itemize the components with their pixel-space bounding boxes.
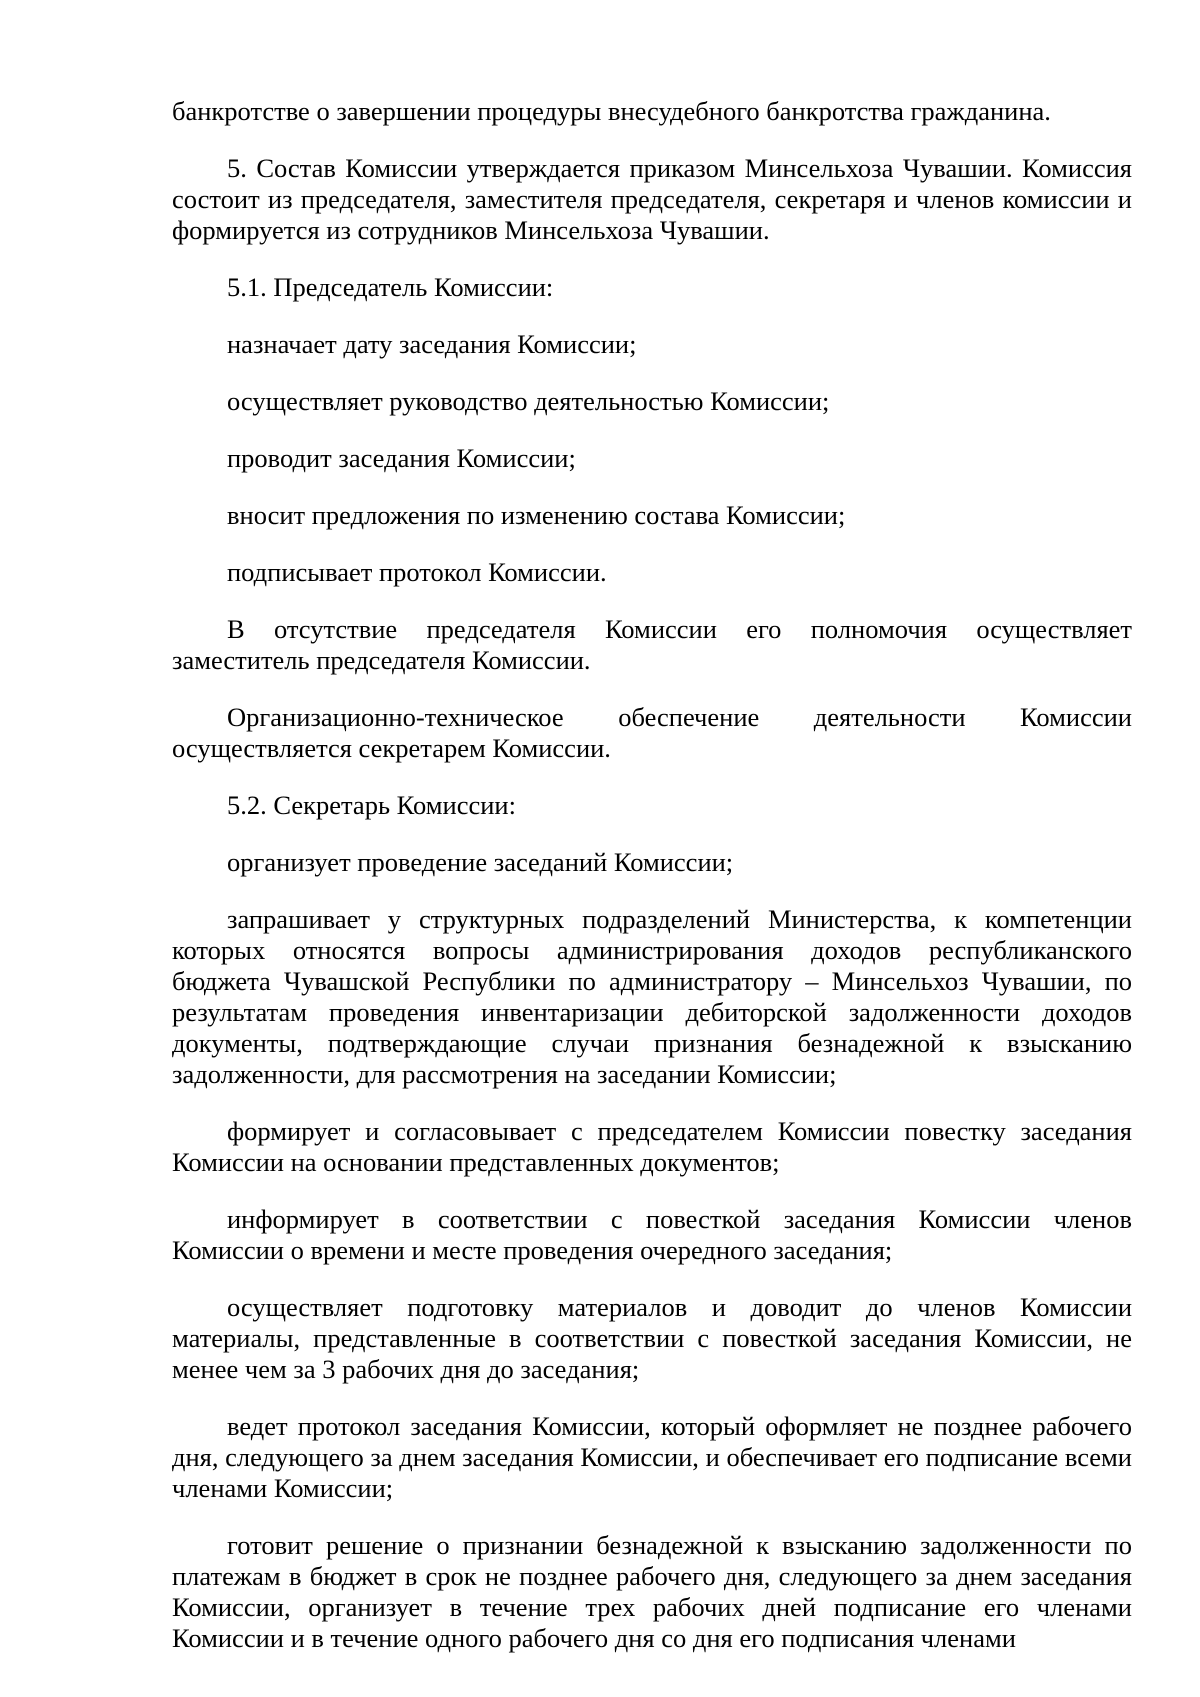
paragraph-deputy-chairman: В отсутствие председателя Комиссии его полномочия осуществляет заместитель председателя Комиссии. bbox=[172, 614, 1132, 675]
list-item-secretary-duty: информирует в соответствии с повесткой заседания Комиссии членов Комиссии о времени и месте проведения очередного заседания; bbox=[172, 1204, 1132, 1265]
list-item-secretary-duty: организует проведение заседаний Комиссии; bbox=[227, 847, 734, 877]
paragraph-organizational-support: Организационно-техническое обеспечение деятельности Комиссии осуществляется секретарем Комиссии. bbox=[172, 702, 1132, 763]
list-item-chairman-duty: проводит заседания Комиссии; bbox=[227, 443, 576, 473]
paragraph-bankruptcy-completion: банкротстве о завершении процедуры внесудебного банкротства гражданина. bbox=[172, 96, 1051, 126]
list-item-secretary-duty: формирует и согласовывает с председателем Комиссии повестку заседания Комиссии на основании представленных документов; bbox=[172, 1116, 1132, 1177]
list-item-chairman-duty: подписывает протокол Комиссии. bbox=[227, 557, 607, 587]
list-item-chairman-duty: вносит предложения по изменению состава Комиссии; bbox=[227, 500, 846, 530]
list-item-secretary-duty: запрашивает у структурных подразделений Министерства, к компетенции которых относятся вопросы администрирования доходов республиканского бюджета Чувашской Республики по администратору – Минсельхоз Чувашии, по результатам проведения инвентаризации дебиторской задолженности доходов документы, подтверждающие случаи признания безнадежной к взысканию задолженности, для рассмотрения на заседании Комиссии; bbox=[172, 904, 1132, 1089]
list-item-secretary-duty: ведет протокол заседания Комиссии, который оформляет не позднее рабочего дня, следующего за днем заседания Комиссии, и обеспечивает его подписание всеми членами Комиссии; bbox=[172, 1411, 1132, 1503]
heading-chairman-section: 5.1. Председатель Комиссии: bbox=[227, 272, 554, 302]
list-item-chairman-duty: назначает дату заседания Комиссии; bbox=[227, 329, 637, 359]
paragraph-commission-composition: 5. Состав Комиссии утверждается приказом Минсельхоза Чувашии. Комиссия состоит из председателя, заместителя председателя, секретаря и членов комиссии и формируется из сотрудников Минсельхоза Чувашии. bbox=[172, 153, 1132, 245]
list-item-chairman-duty: осуществляет руководство деятельностью Комиссии; bbox=[227, 386, 830, 416]
heading-secretary-section: 5.2. Секретарь Комиссии: bbox=[227, 790, 516, 820]
list-item-secretary-duty: осуществляет подготовку материалов и доводит до членов Комиссии материалы, представленные в соответствии с повесткой заседания Комиссии, не менее чем за 3 рабочих дня до заседания; bbox=[172, 1292, 1132, 1384]
document-body bbox=[172, 96, 1132, 1654]
list-item-secretary-duty: готовит решение о признании безнадежной к взысканию задолженности по платежам в бюджет в срок не позднее рабочего дня, следующего за днем заседания Комиссии, организует в течение трех рабочих дней подписание его членами Комиссии и в течение одного рабочего дня со дня его подписания членами bbox=[172, 1530, 1132, 1653]
